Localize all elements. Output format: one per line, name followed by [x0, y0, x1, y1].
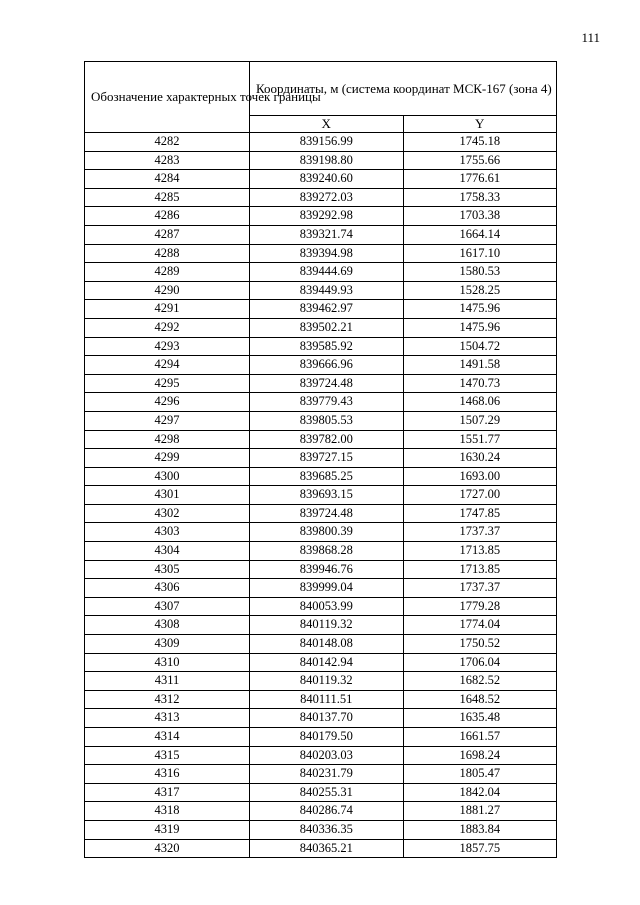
table-row	[85, 281, 557, 300]
table-row	[85, 318, 557, 337]
point-id-cell: 4307	[85, 597, 250, 616]
table-row	[85, 393, 557, 412]
table-row	[85, 746, 557, 765]
x-coordinate-cell: 839272.03	[250, 188, 404, 207]
y-coordinate-cell: 1713.85	[403, 560, 557, 579]
x-coordinate-cell: 840053.99	[250, 597, 404, 616]
point-column-header	[85, 62, 321, 133]
x-coordinate-cell: 839800.39	[250, 523, 404, 542]
point-id-cell: 4301	[85, 486, 250, 505]
point-id-cell: 4312	[85, 690, 250, 709]
x-coordinate-cell: 840203.03	[250, 746, 404, 765]
x-coordinate-cell: 840137.70	[250, 709, 404, 728]
point-id-cell: 4317	[85, 783, 250, 802]
y-coordinate-cell: 1842.04	[403, 783, 557, 802]
table-row	[85, 504, 557, 523]
y-coordinate-cell: 1468.06	[403, 393, 557, 412]
table-body	[85, 133, 557, 858]
point-id-cell: 4286	[85, 207, 250, 226]
y-coordinate-cell: 1755.66	[403, 151, 557, 170]
x-coordinate-cell: 839240.60	[250, 170, 404, 189]
table-row	[85, 597, 557, 616]
y-coordinate-cell: 1774.04	[403, 616, 557, 635]
x-coordinate-cell: 839868.28	[250, 542, 404, 561]
point-id-cell: 4318	[85, 802, 250, 821]
y-coordinate-cell: 1779.28	[403, 597, 557, 616]
x-column-header: X	[250, 116, 404, 133]
point-id-cell: 4310	[85, 653, 250, 672]
table-row	[85, 207, 557, 226]
table-row	[85, 188, 557, 207]
point-id-cell: 4282	[85, 133, 250, 152]
x-coordinate-cell: 840119.32	[250, 616, 404, 635]
x-coordinate-cell: 840119.32	[250, 672, 404, 691]
table-row	[85, 709, 557, 728]
point-id-cell: 4302	[85, 504, 250, 523]
y-coordinate-cell: 1727.00	[403, 486, 557, 505]
point-id-cell: 4309	[85, 635, 250, 654]
point-id-cell: 4303	[85, 523, 250, 542]
table-row	[85, 244, 557, 263]
point-id-cell: 4305	[85, 560, 250, 579]
y-coordinate-cell: 1551.77	[403, 430, 557, 449]
y-coordinate-cell: 1747.85	[403, 504, 557, 523]
point-id-cell: 4320	[85, 839, 250, 858]
y-coordinate-cell: 1857.75	[403, 839, 557, 858]
y-coordinate-cell: 1737.37	[403, 579, 557, 598]
point-id-cell: 4316	[85, 765, 250, 784]
table-row	[85, 560, 557, 579]
y-coordinate-cell: 1713.85	[403, 542, 557, 561]
point-id-cell: 4295	[85, 374, 250, 393]
table-row	[85, 467, 557, 486]
table-row	[85, 170, 557, 189]
point-id-cell: 4290	[85, 281, 250, 300]
table-row	[85, 839, 557, 858]
y-coordinate-cell: 1706.04	[403, 653, 557, 672]
x-coordinate-cell: 839585.92	[250, 337, 404, 356]
page-number: 111	[581, 30, 600, 45]
x-coordinate-cell: 839394.98	[250, 244, 404, 263]
point-id-cell: 4311	[85, 672, 250, 691]
table-row	[85, 374, 557, 393]
point-id-cell: 4298	[85, 430, 250, 449]
table-row	[85, 225, 557, 244]
y-coordinate-cell: 1883.84	[403, 820, 557, 839]
y-coordinate-cell: 1664.14	[403, 225, 557, 244]
table-row	[85, 411, 557, 430]
table-row	[85, 542, 557, 561]
point-id-cell: 4300	[85, 467, 250, 486]
x-coordinate-cell: 839502.21	[250, 318, 404, 337]
x-coordinate-cell: 840179.50	[250, 728, 404, 747]
point-id-cell: 4288	[85, 244, 250, 263]
y-coordinate-cell: 1750.52	[403, 635, 557, 654]
point-id-cell: 4296	[85, 393, 250, 412]
y-coordinate-cell: 1682.52	[403, 672, 557, 691]
y-coordinate-cell: 1758.33	[403, 188, 557, 207]
x-coordinate-cell: 840365.21	[250, 839, 404, 858]
table-row	[85, 690, 557, 709]
y-coordinate-cell: 1635.48	[403, 709, 557, 728]
table-row	[85, 523, 557, 542]
table-row	[85, 430, 557, 449]
coordinates-table	[84, 61, 557, 858]
x-coordinate-cell: 840231.79	[250, 765, 404, 784]
y-coordinate-cell: 1703.38	[403, 207, 557, 226]
point-id-cell: 4315	[85, 746, 250, 765]
y-coordinate-cell: 1630.24	[403, 449, 557, 468]
x-coordinate-cell: 839321.74	[250, 225, 404, 244]
y-coordinate-cell: 1745.18	[403, 133, 557, 152]
y-coordinate-cell: 1776.61	[403, 170, 557, 189]
table-row	[85, 133, 557, 152]
point-id-cell: 4314	[85, 728, 250, 747]
point-id-cell: 4304	[85, 542, 250, 561]
point-id-cell: 4319	[85, 820, 250, 839]
y-coordinate-cell: 1698.24	[403, 746, 557, 765]
x-coordinate-cell: 839292.98	[250, 207, 404, 226]
table-row	[85, 820, 557, 839]
x-coordinate-cell: 839805.53	[250, 411, 404, 430]
point-id-cell: 4285	[85, 188, 250, 207]
table-row	[85, 356, 557, 375]
table-row	[85, 672, 557, 691]
x-coordinate-cell: 839449.93	[250, 281, 404, 300]
table-row	[85, 337, 557, 356]
coordinates-column-label: Координаты, м (система координат МСК-167 (зона 4)	[256, 80, 552, 96]
x-coordinate-cell: 840255.31	[250, 783, 404, 802]
point-id-cell: 4292	[85, 318, 250, 337]
x-coordinate-cell: 839666.96	[250, 356, 404, 375]
table-row	[85, 486, 557, 505]
x-coordinate-cell: 839727.15	[250, 449, 404, 468]
table-row	[85, 616, 557, 635]
x-coordinate-cell: 839444.69	[250, 263, 404, 282]
point-id-cell: 4294	[85, 356, 250, 375]
y-coordinate-cell: 1805.47	[403, 765, 557, 784]
y-coordinate-cell: 1881.27	[403, 802, 557, 821]
point-id-cell: 4289	[85, 263, 250, 282]
point-id-cell: 4284	[85, 170, 250, 189]
table-row	[85, 765, 557, 784]
x-coordinate-cell: 839462.97	[250, 300, 404, 319]
x-coordinate-cell: 839782.00	[250, 430, 404, 449]
y-coordinate-cell: 1475.96	[403, 318, 557, 337]
y-coordinate-cell: 1504.72	[403, 337, 557, 356]
point-id-cell: 4313	[85, 709, 250, 728]
point-id-cell: 4306	[85, 579, 250, 598]
table-header	[85, 62, 557, 133]
point-column-label: Обозначение характерных точек границы	[91, 89, 321, 104]
y-coordinate-cell: 1693.00	[403, 467, 557, 486]
table-row	[85, 579, 557, 598]
y-coordinate-cell: 1580.53	[403, 263, 557, 282]
x-coordinate-cell: 839999.04	[250, 579, 404, 598]
y-coordinate-cell: 1507.29	[403, 411, 557, 430]
x-coordinate-cell: 839685.25	[250, 467, 404, 486]
x-coordinate-cell: 839724.48	[250, 504, 404, 523]
table-row	[85, 635, 557, 654]
table-row	[85, 783, 557, 802]
x-coordinate-cell: 840142.94	[250, 653, 404, 672]
y-coordinate-cell: 1661.57	[403, 728, 557, 747]
x-coordinate-cell: 840148.08	[250, 635, 404, 654]
table-row	[85, 151, 557, 170]
y-coordinate-cell: 1648.52	[403, 690, 557, 709]
point-id-cell: 4287	[85, 225, 250, 244]
point-id-cell: 4293	[85, 337, 250, 356]
y-coordinate-cell: 1491.58	[403, 356, 557, 375]
point-id-cell: 4308	[85, 616, 250, 635]
y-coordinate-cell: 1528.25	[403, 281, 557, 300]
x-coordinate-cell: 839946.76	[250, 560, 404, 579]
point-id-cell: 4283	[85, 151, 250, 170]
point-id-cell: 4297	[85, 411, 250, 430]
x-coordinate-cell: 839156.99	[250, 133, 404, 152]
table-row	[85, 300, 557, 319]
x-coordinate-cell: 839779.43	[250, 393, 404, 412]
y-coordinate-cell: 1617.10	[403, 244, 557, 263]
table-row	[85, 802, 557, 821]
table-row	[85, 263, 557, 282]
x-coordinate-cell: 839724.48	[250, 374, 404, 393]
y-coordinate-cell: 1737.37	[403, 523, 557, 542]
y-coordinate-cell: 1470.73	[403, 374, 557, 393]
point-id-cell: 4291	[85, 300, 250, 319]
table-row	[85, 728, 557, 747]
y-coordinate-cell: 1475.96	[403, 300, 557, 319]
table-row	[85, 653, 557, 672]
y-column-header: Y	[403, 116, 557, 133]
coordinates-column-header	[250, 62, 557, 116]
x-coordinate-cell: 839198.80	[250, 151, 404, 170]
point-id-cell: 4299	[85, 449, 250, 468]
x-coordinate-cell: 840336.35	[250, 820, 404, 839]
x-coordinate-cell: 840286.74	[250, 802, 404, 821]
table-row	[85, 449, 557, 468]
x-coordinate-cell: 840111.51	[250, 690, 404, 709]
x-coordinate-cell: 839693.15	[250, 486, 404, 505]
